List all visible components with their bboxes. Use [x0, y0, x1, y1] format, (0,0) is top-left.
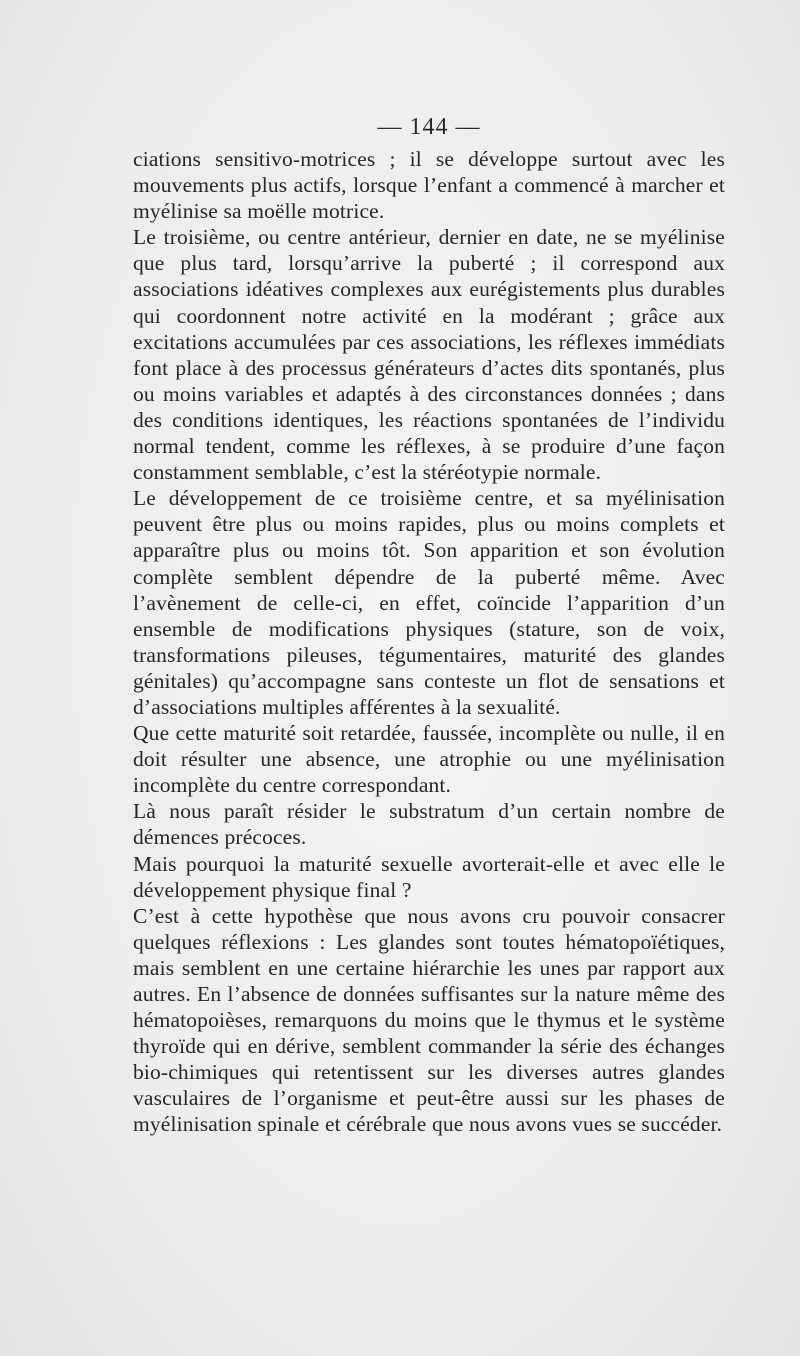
paragraph-1: ciations sensitivo-motrices ; il se développe surtout avec les mouvements plus actifs, lorsque l’enfant a commencé à marcher et myélinise sa moëlle motrice.: [133, 147, 725, 224]
paragraph-6: Mais pourquoi la maturité sexuelle avorterait-elle et avec elle le développement physique final ?: [133, 851, 725, 902]
paragraph-7: C’est à cette hypothèse que nous avons cru pouvoir consacrer quelques réflexions : Les glandes sont toutes hématopoïétiques, mais semblent en une certaine hiérarchie les unes par rapport aux autres. En l’absence de données suffisantes sur la nature même des hématopoièses, remarquons du moins que le thymus et le système thyroïde qui en dérive, semblent commander la série des échanges bio-chimiques qui retentissent sur les diverses autres glandes vasculaires de l’organisme et peut-être aussi sur les phases de myélinisation spinale et cérébrale que nous avons vues se succéder.: [133, 903, 725, 1137]
paragraph-2: Le troisième, ou centre antérieur, dernier en date, ne se myélinise que plus tard, lorsqu’arrive la puberté ; il correspond aux associations idéatives complexes aux eurégistements plus durables qui coordonnent notre activité en la modérant ; grâce aux excitations accumulées par ces associations, les réflexes immédiats font place à des processus générateurs d’actes dits spontanés, plus ou moins variables et adaptés à des circonstances données ; dans des conditions identiques, les réactions spontanées de l’individu normal tendent, comme les réflexes, à se produire d’une façon constamment semblable, c’est la stéréotypie normale.: [133, 225, 725, 485]
page-number: — 144 —: [377, 114, 481, 140]
paragraph-5: Là nous paraît résider le substratum d’un certain nombre de démences précoces.: [133, 799, 725, 850]
body-text: [133, 146, 725, 1138]
paragraph-4: Que cette maturité soit retardée, faussée, incomplète ou nulle, il en doit résulter une absence, une atrophie ou une myélinisation incomplète du centre correspondant.: [133, 721, 725, 798]
paragraph-3: Le développement de ce troisième centre, et sa myélinisation peuvent être plus ou moins rapides, plus ou moins complets et apparaître plus ou moins tôt. Son apparition et son évolution complète semblent dépendre de la puberté même. Avec l’avènement de celle-ci, en effet, coïncide l’apparition d’un ensemble de modifications physiques (stature, son de voix, transformations pileuses, tégumentaires, maturité des glandes génitales) qu’accompagne sans conteste un flot de sensations et d’associations multiples afférentes à la sexualité.: [133, 486, 725, 719]
